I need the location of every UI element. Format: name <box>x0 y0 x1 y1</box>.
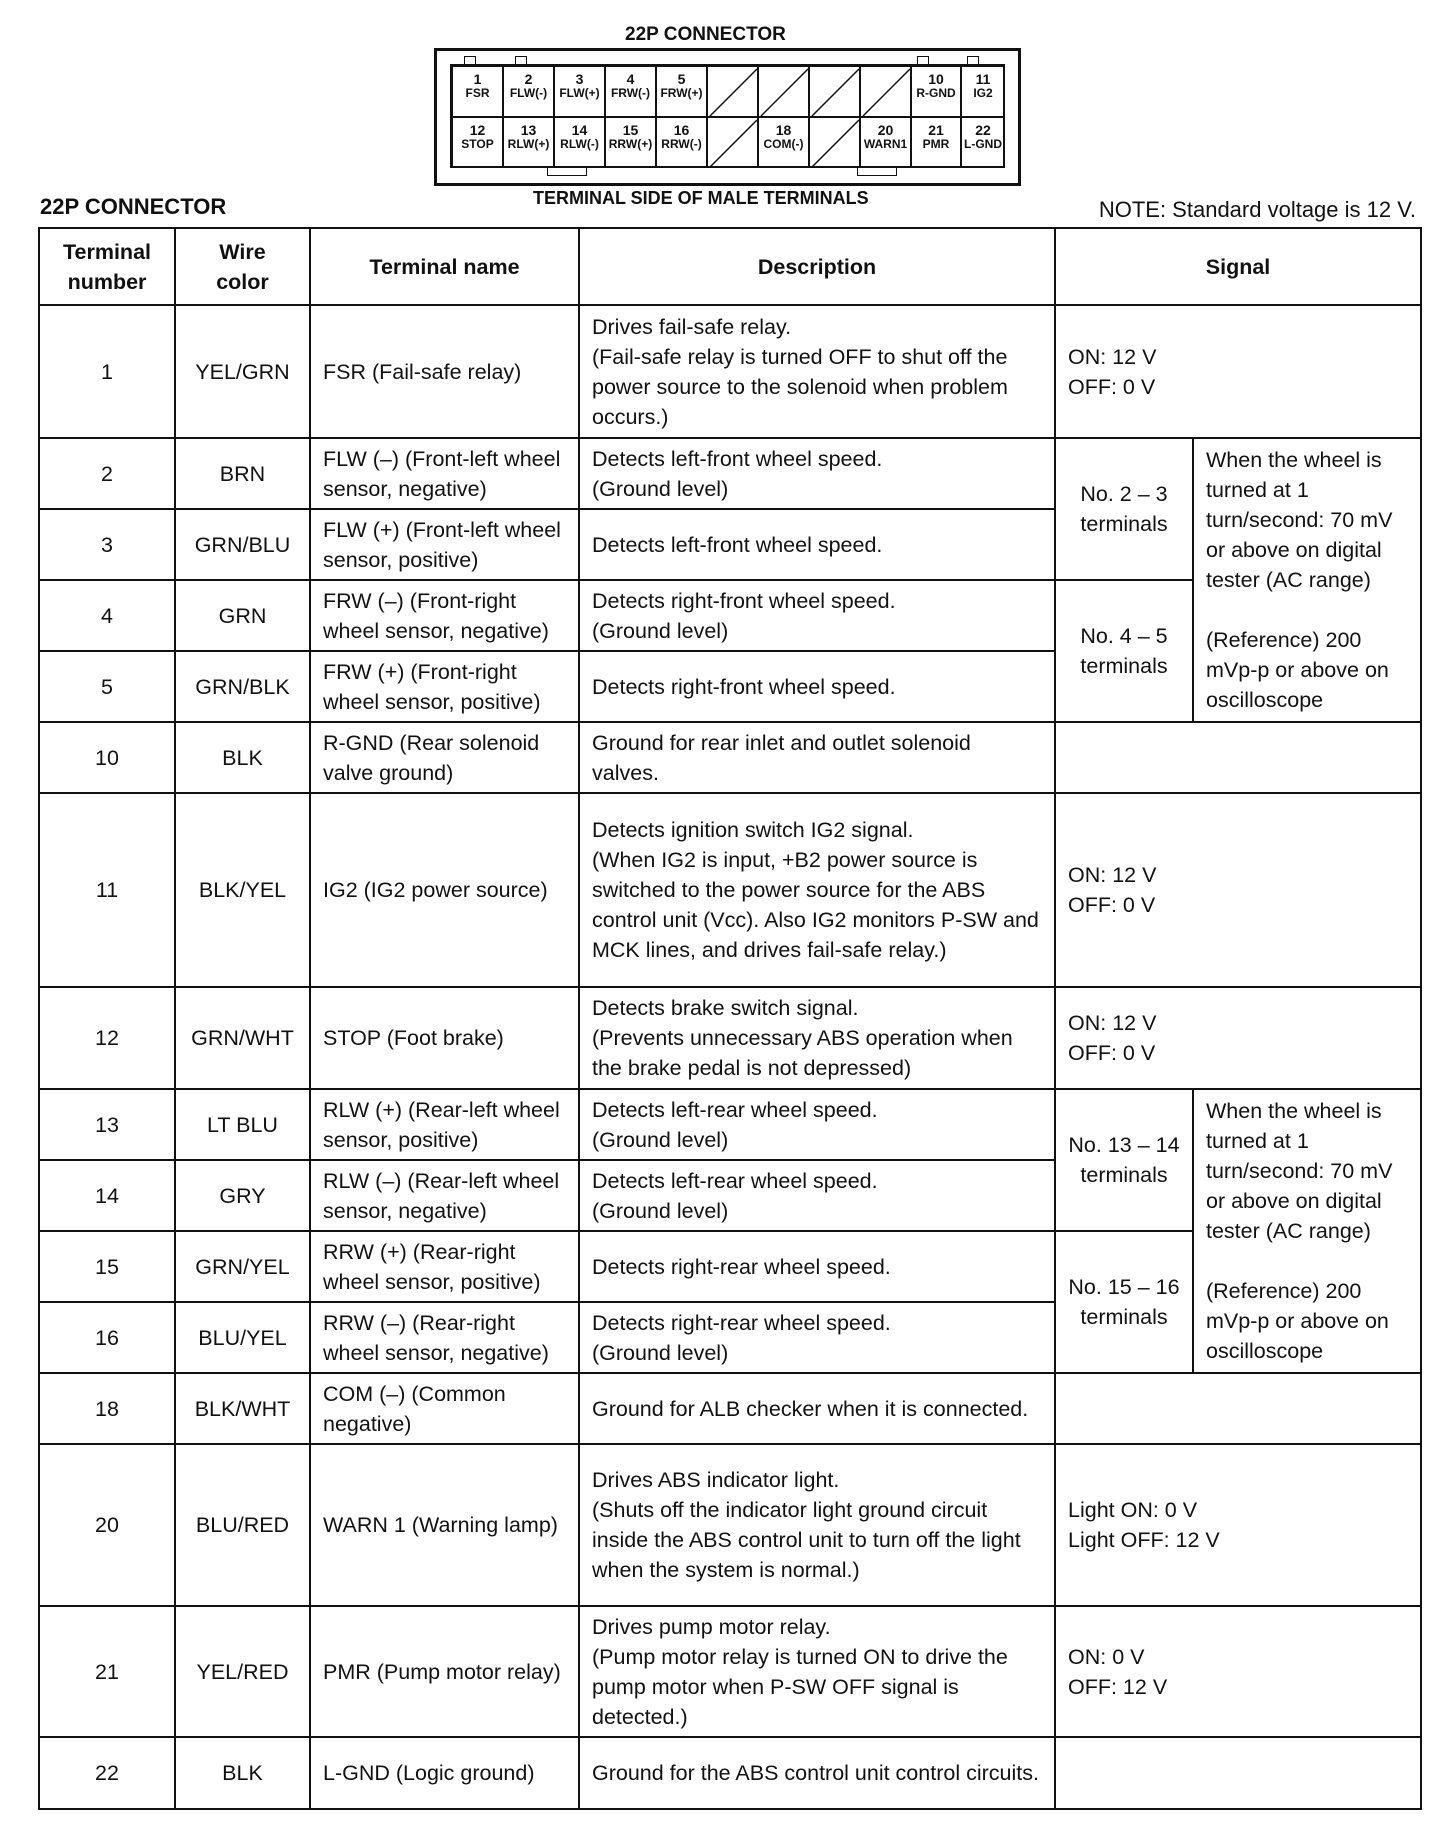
terminal-number: 5 <box>39 651 175 722</box>
signal-group-4-5: No. 4 – 5 terminals <box>1055 580 1193 722</box>
table-row <box>39 438 1421 509</box>
terminal-number: 10 <box>39 722 175 793</box>
wire-color: GRN/YEL <box>175 1231 310 1302</box>
table-row <box>39 987 1421 1089</box>
signal-group-15-16: No. 15 – 16 terminals <box>1055 1231 1193 1373</box>
locking-tab <box>464 56 476 64</box>
wire-color: BLU/YEL <box>175 1302 310 1373</box>
terminal-name: FRW (+) (Front-right wheel sensor, positive) <box>310 651 579 722</box>
voltage-note: NOTE: Standard voltage is 12 V. <box>1098 197 1416 222</box>
signal-group-13-14: No. 13 – 14 terminals <box>1055 1089 1193 1231</box>
wire-color: BLU/RED <box>175 1444 310 1606</box>
description: Drives ABS indicator light. (Shuts off the indicator light ground circuit inside the ABS control unit to turn off the light when the system is normal.) <box>579 1444 1055 1606</box>
terminal-number: 22 <box>39 1737 175 1809</box>
signal: Light ON: 0 V Light OFF: 12 V <box>1055 1444 1421 1606</box>
terminal-name: FLW (–) (Front-left wheel sensor, negative) <box>310 438 579 509</box>
terminal-number: 20 <box>39 1444 175 1606</box>
pin-2: 2 FLW(-) <box>503 66 554 117</box>
terminal-name: IG2 (IG2 power source) <box>310 793 579 987</box>
wire-color: BLK <box>175 1737 310 1809</box>
description: Ground for ALB checker when it is connected. <box>579 1373 1055 1444</box>
terminal-name: WARN 1 (Warning lamp) <box>310 1444 579 1606</box>
pin-12: 12 STOP <box>452 117 503 168</box>
wire-color: GRN/BLK <box>175 651 310 722</box>
description: Detects right-front wheel speed. (Ground level) <box>579 580 1055 651</box>
terminal-name: COM (–) (Common negative) <box>310 1373 579 1444</box>
pin-21: 21 PMR <box>911 117 961 168</box>
description: Ground for the ABS control unit control circuits. <box>579 1737 1055 1809</box>
table-row <box>39 305 1421 438</box>
signal <box>1055 1737 1421 1809</box>
signal: ON: 12 V OFF: 0 V <box>1055 305 1421 438</box>
wire-color: YEL/GRN <box>175 305 310 438</box>
table-row <box>39 1737 1421 1809</box>
header-description: Description <box>579 228 1055 305</box>
connector-diagram <box>434 48 1021 186</box>
terminal-name: RLW (+) (Rear-left wheel sensor, positive) <box>310 1089 579 1160</box>
header-wire-color: Wire color <box>175 228 310 305</box>
table-row <box>39 1606 1421 1737</box>
terminal-name: FLW (+) (Front-left wheel sensor, positive) <box>310 509 579 580</box>
signal-rear-wheel-note: When the wheel is turned at 1 turn/second: 70 mV or above on digital tester (AC range) (Reference) 200 mVp-p or above on oscilloscope <box>1193 1089 1421 1373</box>
pin-5: 5 FRW(+) <box>656 66 707 117</box>
terminal-number: 2 <box>39 438 175 509</box>
pin-3: 3 FLW(+) <box>554 66 605 117</box>
terminal-name: RLW (–) (Rear-left wheel sensor, negative) <box>310 1160 579 1231</box>
description: Detects right-rear wheel speed. <box>579 1231 1055 1302</box>
section-title: 22P CONNECTOR <box>40 194 227 219</box>
wire-color: GRN <box>175 580 310 651</box>
terminal-name: RRW (+) (Rear-right wheel sensor, positive) <box>310 1231 579 1302</box>
terminal-number: 4 <box>39 580 175 651</box>
signal <box>1055 1373 1421 1444</box>
terminal-number: 18 <box>39 1373 175 1444</box>
description: Drives pump motor relay. (Pump motor relay is turned ON to drive the pump motor when P-SW OFF signal is detected.) <box>579 1606 1055 1737</box>
pin-16: 16 RRW(-) <box>656 117 707 168</box>
wire-color: BLK <box>175 722 310 793</box>
terminal-number: 16 <box>39 1302 175 1373</box>
connector-face <box>450 64 1005 168</box>
wire-color: BRN <box>175 438 310 509</box>
pin-empty <box>758 66 809 117</box>
terminal-name: FSR (Fail-safe relay) <box>310 305 579 438</box>
signal: ON: 0 V OFF: 12 V <box>1055 1606 1421 1737</box>
pin-1: 1 FSR <box>452 66 503 117</box>
locking-tab <box>967 56 979 64</box>
terminal-name: L-GND (Logic ground) <box>310 1737 579 1809</box>
connector-title: 22P CONNECTOR <box>625 24 786 45</box>
pin-13: 13 RLW(+) <box>503 117 554 168</box>
header-terminal-number: Terminal number <box>39 228 175 305</box>
connector-caption: TERMINAL SIDE OF MALE TERMINALS <box>533 188 869 208</box>
description: Detects left-rear wheel speed. (Ground level) <box>579 1089 1055 1160</box>
wire-color: GRY <box>175 1160 310 1231</box>
terminal-name: R-GND (Rear solenoid valve ground) <box>310 722 579 793</box>
signal-front-wheel-note: When the wheel is turned at 1 turn/second: 70 mV or above on digital tester (AC range) (Reference) 200 mVp-p or above on oscilloscope <box>1193 438 1421 722</box>
terminal-number: 11 <box>39 793 175 987</box>
pin-20: 20 WARN1 <box>860 117 911 168</box>
description: Ground for rear inlet and outlet solenoid valves. <box>579 722 1055 793</box>
signal: ON: 12 V OFF: 0 V <box>1055 793 1421 987</box>
pin-11: 11 IG2 <box>961 66 1005 117</box>
terminal-number: 15 <box>39 1231 175 1302</box>
terminal-name: FRW (–) (Front-right wheel sensor, negative) <box>310 580 579 651</box>
terminal-name: STOP (Foot brake) <box>310 987 579 1089</box>
terminal-name: PMR (Pump motor relay) <box>310 1606 579 1737</box>
wire-color: GRN/WHT <box>175 987 310 1089</box>
pin-14: 14 RLW(-) <box>554 117 605 168</box>
header-terminal-name: Terminal name <box>310 228 579 305</box>
pin-empty <box>809 66 860 117</box>
signal-group-2-3: No. 2 – 3 terminals <box>1055 438 1193 580</box>
latch-tab <box>857 168 897 176</box>
wire-color: LT BLU <box>175 1089 310 1160</box>
description: Detects brake switch signal. (Prevents unnecessary ABS operation when the brake pedal is not depressed) <box>579 987 1055 1089</box>
description: Detects left-front wheel speed. <box>579 509 1055 580</box>
locking-tab <box>515 56 527 64</box>
terminal-number: 1 <box>39 305 175 438</box>
terminal-number: 21 <box>39 1606 175 1737</box>
description: Drives fail-safe relay. (Fail-safe relay is turned OFF to shut off the power source to the solenoid when problem occurs.) <box>579 305 1055 438</box>
signal <box>1055 722 1421 793</box>
table-row <box>39 1444 1421 1606</box>
pin-4: 4 FRW(-) <box>605 66 656 117</box>
terminal-number: 13 <box>39 1089 175 1160</box>
pin-10: 10 R-GND <box>911 66 961 117</box>
locking-tab <box>917 56 929 64</box>
description: Detects right-rear wheel speed. (Ground level) <box>579 1302 1055 1373</box>
terminal-number: 14 <box>39 1160 175 1231</box>
terminal-table <box>38 227 1422 1810</box>
table-row <box>39 1089 1421 1160</box>
latch-tab <box>547 168 587 176</box>
wire-color: GRN/BLU <box>175 509 310 580</box>
pin-18: 18 COM(-) <box>758 117 809 168</box>
table-row <box>39 722 1421 793</box>
header-signal: Signal <box>1055 228 1421 305</box>
pin-empty <box>707 117 758 168</box>
pin-empty <box>707 66 758 117</box>
pin-empty <box>809 117 860 168</box>
wire-color: BLK/WHT <box>175 1373 310 1444</box>
pin-22: 22 L-GND <box>961 117 1005 168</box>
terminal-number: 12 <box>39 987 175 1089</box>
description: Detects ignition switch IG2 signal. (When IG2 is input, +B2 power source is switched to the power source for the ABS control unit (Vcc). Also IG2 monitors P-SW and MCK lines, and drives fail-safe relay.) <box>579 793 1055 987</box>
wire-color: BLK/YEL <box>175 793 310 987</box>
description: Detects left-front wheel speed. (Ground level) <box>579 438 1055 509</box>
table-row <box>39 793 1421 987</box>
pin-empty <box>860 66 911 117</box>
table-row <box>39 1373 1421 1444</box>
wire-color: YEL/RED <box>175 1606 310 1737</box>
terminal-number: 3 <box>39 509 175 580</box>
signal: ON: 12 V OFF: 0 V <box>1055 987 1421 1089</box>
description: Detects left-rear wheel speed. (Ground level) <box>579 1160 1055 1231</box>
pin-15: 15 RRW(+) <box>605 117 656 168</box>
terminal-name: RRW (–) (Rear-right wheel sensor, negative) <box>310 1302 579 1373</box>
description: Detects right-front wheel speed. <box>579 651 1055 722</box>
